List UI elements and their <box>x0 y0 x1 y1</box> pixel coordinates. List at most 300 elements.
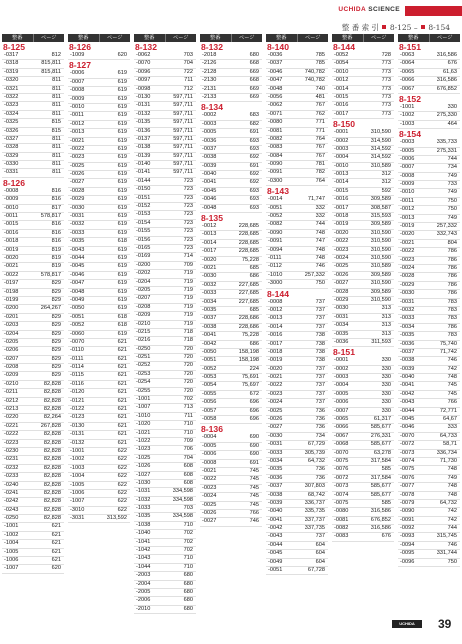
section-label: 8-144 <box>333 42 355 52</box>
index-row <box>332 500 394 508</box>
index-row <box>200 257 262 265</box>
index-row <box>266 349 328 357</box>
index-row <box>68 473 130 481</box>
item-page: 334,598 <box>172 488 193 495</box>
index-row <box>398 307 460 315</box>
index-row <box>2 398 64 406</box>
item-page: 227,685 <box>238 281 259 288</box>
item-code: -0019 <box>334 221 349 228</box>
item-page: 685 <box>249 264 259 271</box>
item-code: -0140 <box>136 161 151 168</box>
index-row <box>398 215 460 223</box>
index-row <box>134 488 196 496</box>
index-row <box>2 280 64 288</box>
item-code: -0036 <box>400 340 415 347</box>
item-code: -1040 <box>136 530 151 537</box>
item-code: -0021 <box>70 137 85 144</box>
index-row <box>68 322 130 330</box>
item-page: 829 <box>51 364 61 371</box>
item-page: 736 <box>315 424 325 431</box>
item-code: -0021 <box>400 239 415 246</box>
item-code: -0019 <box>268 357 283 364</box>
item-page: 619 <box>117 162 127 169</box>
item-code: -0046 <box>268 68 283 75</box>
item-page: 619 <box>117 254 127 261</box>
item-page: 82,828 <box>43 473 61 480</box>
item-page: 744 <box>315 221 325 228</box>
item-page: 709 <box>183 437 193 444</box>
item-code: -0317 <box>4 52 19 58</box>
item-page: 619 <box>117 154 127 161</box>
item-code: -0254 <box>136 379 151 386</box>
index-row <box>68 79 130 87</box>
item-code: -0327 <box>4 135 19 142</box>
item-page: 330 <box>381 382 391 389</box>
index-row <box>266 441 328 449</box>
item-page: 737 <box>315 298 325 305</box>
item-code: -0013 <box>70 129 85 136</box>
index-row <box>2 523 64 531</box>
item-page: 330 <box>381 374 391 381</box>
index-column <box>2 34 64 614</box>
index-row <box>266 424 328 432</box>
item-page: 693 <box>249 145 259 152</box>
item-page: 773 <box>381 68 391 75</box>
item-page: 748 <box>447 466 457 473</box>
item-code: -0034 <box>334 322 349 329</box>
index-row <box>332 314 394 322</box>
item-code: -0092 <box>400 525 415 532</box>
item-code: -0008 <box>202 459 217 466</box>
item-code: -0071 <box>268 110 283 117</box>
item-page: 82,828 <box>43 515 61 522</box>
item-code: -1002 <box>400 112 415 119</box>
item-code: -0019 <box>400 223 415 230</box>
item-code: -0045 <box>400 416 415 423</box>
item-page: 764 <box>315 177 325 184</box>
index-row <box>68 196 130 204</box>
item-code: -0130 <box>136 93 151 100</box>
item-page: 82,828 <box>43 406 61 413</box>
item-page: 767 <box>315 102 325 109</box>
item-code: -0054 <box>202 382 217 389</box>
item-code: -0209 <box>136 312 151 319</box>
index-row <box>200 382 262 390</box>
item-code: -0022 <box>400 248 415 255</box>
item-code: -0023 <box>202 484 217 491</box>
index-row <box>266 500 328 508</box>
item-page: 621 <box>117 372 127 379</box>
index-row <box>398 357 460 365</box>
item-page: 619 <box>117 129 127 136</box>
item-code: -0051 <box>70 313 85 320</box>
item-code: -0075 <box>334 457 349 464</box>
brand-text: UCHIDA SCIENCE <box>338 6 400 13</box>
item-code: -0025 <box>268 407 283 414</box>
item-page: 619 <box>117 263 127 270</box>
index-row <box>68 188 130 196</box>
item-code: -0008 <box>268 298 283 305</box>
index-row <box>266 559 328 567</box>
index-row <box>68 347 130 355</box>
item-page: 621 <box>117 397 127 404</box>
index-row <box>2 331 64 339</box>
index-row <box>200 273 262 281</box>
item-page: 314,590 <box>370 137 391 144</box>
item-code: -0197 <box>4 280 19 287</box>
index-row <box>68 205 130 213</box>
item-page: 736 <box>315 466 325 473</box>
item-code: -0070 <box>334 449 349 456</box>
item-page: 829 <box>51 313 61 320</box>
item-page: 829 <box>51 338 61 345</box>
item-code: -2133 <box>202 93 217 100</box>
index-row <box>2 94 64 102</box>
header-code: 整番 <box>210 35 221 41</box>
index-row <box>332 138 394 146</box>
item-page: 317,584 <box>370 474 391 481</box>
section-label: 8-135 <box>201 213 223 224</box>
item-code: -0026 <box>268 416 283 423</box>
item-code: -0032 <box>70 221 85 228</box>
index-row <box>134 413 196 421</box>
item-page: 618 <box>117 313 127 320</box>
item-code: -1007 <box>136 404 151 411</box>
index-row <box>68 179 130 187</box>
item-code: -2005 <box>136 589 151 595</box>
index-row <box>134 111 196 119</box>
section-label: 8-132 <box>201 42 223 52</box>
item-page: 829 <box>51 372 61 379</box>
index-row <box>398 86 460 94</box>
index-row <box>266 567 328 575</box>
item-code: -0051 <box>268 567 283 574</box>
item-page: 608 <box>183 471 193 478</box>
item-code: -0010 <box>70 103 85 110</box>
index-row <box>398 483 460 491</box>
index-row <box>200 290 262 298</box>
item-code: -0052 <box>202 365 217 372</box>
index-row <box>266 399 328 407</box>
index-row <box>398 198 460 206</box>
item-code: -0155 <box>136 228 151 235</box>
item-code: -0012 <box>400 206 415 213</box>
index-row <box>134 77 196 85</box>
item-code: -0058 <box>202 416 217 423</box>
item-code: -0037 <box>268 483 283 490</box>
item-page: 82,828 <box>43 439 61 446</box>
item-code: -0231 <box>4 456 19 463</box>
item-code: -0070 <box>400 432 415 439</box>
index-row <box>332 213 394 221</box>
index-row <box>68 372 130 380</box>
index-row <box>398 508 460 516</box>
item-page: 267,828 <box>40 422 61 429</box>
item-code: -0321 <box>4 85 19 92</box>
item-code: -0153 <box>136 211 151 218</box>
section-label: 8-136 <box>201 424 223 435</box>
item-page: 811 <box>52 135 61 142</box>
index-row <box>200 231 262 239</box>
item-code: -1044 <box>136 563 151 570</box>
item-code: -0150 <box>136 186 151 193</box>
item-code: -0043 <box>268 533 283 540</box>
item-code: -0062 <box>136 52 151 58</box>
item-page: 330 <box>381 399 391 406</box>
item-page: 737 <box>315 306 325 313</box>
item-page: 746 <box>315 263 325 270</box>
index-row <box>200 86 262 94</box>
index-row <box>332 272 394 280</box>
item-code: -0330 <box>4 161 19 168</box>
item-page: 82,828 <box>43 431 61 438</box>
item-page: 332 <box>315 213 325 220</box>
index-row <box>266 433 328 441</box>
item-code: -0026 <box>334 271 349 278</box>
item-code: -0110 <box>70 347 84 354</box>
index-row <box>200 476 262 484</box>
item-page: 744 <box>447 525 457 532</box>
item-page: 745 <box>249 476 259 483</box>
item-page: 82,828 <box>43 498 61 505</box>
index-row <box>134 530 196 538</box>
item-code: -0004 <box>334 154 349 161</box>
item-code: -0250 <box>136 345 151 352</box>
index-row <box>200 341 262 349</box>
item-page: 61,317 <box>373 416 391 423</box>
item-code: -1022 <box>136 437 151 444</box>
index-row <box>398 173 460 181</box>
item-code: -2010 <box>136 605 151 612</box>
item-code: -0031 <box>400 298 415 305</box>
item-code: -0066 <box>334 424 349 431</box>
index-row <box>332 230 394 238</box>
item-page: 781 <box>315 161 325 168</box>
item-page: 619 <box>117 229 127 236</box>
index-row <box>134 279 196 287</box>
item-page: 767 <box>315 152 325 159</box>
index-row <box>2 440 64 448</box>
item-page: 783 <box>447 332 457 339</box>
item-page: 330 <box>447 103 457 110</box>
index-row <box>2 498 64 506</box>
index-row <box>332 129 394 137</box>
item-code: -0051 <box>202 357 217 364</box>
item-code: -0037 <box>268 60 283 67</box>
index-row <box>134 270 196 278</box>
item-page: 704 <box>183 454 193 461</box>
index-row <box>332 154 394 162</box>
index-row <box>2 406 64 414</box>
item-page: 75,228 <box>241 332 259 339</box>
item-page: 719 <box>183 303 193 310</box>
item-code: -0002 <box>202 112 217 119</box>
index-row <box>332 255 394 263</box>
item-page: 811 <box>52 93 61 100</box>
item-code: -0326 <box>4 127 19 134</box>
index-row <box>266 205 328 213</box>
item-page: 597,711 <box>173 119 193 126</box>
item-page: 728 <box>381 52 391 58</box>
item-code: -0017 <box>202 248 217 255</box>
item-page: 622 <box>117 498 127 505</box>
index-row <box>134 304 196 312</box>
index-row <box>134 522 196 530</box>
item-page: 710 <box>183 563 193 570</box>
index-row <box>398 466 460 474</box>
item-page: 82,828 <box>43 456 61 463</box>
item-code: -0081 <box>334 516 349 523</box>
item-page: 734 <box>315 432 325 439</box>
item-page: 621 <box>51 557 61 564</box>
item-code: -0230 <box>4 447 19 454</box>
index-row <box>2 188 64 196</box>
item-page: 82,828 <box>43 464 61 471</box>
item-code: -0048 <box>202 204 217 211</box>
index-row <box>200 332 262 340</box>
index-row <box>68 146 130 154</box>
index-row <box>332 247 394 255</box>
index-row <box>398 265 460 273</box>
item-page: 742 <box>447 516 457 523</box>
item-page: 829 <box>51 355 61 362</box>
index-row <box>266 69 328 77</box>
item-page: 829 <box>51 280 61 287</box>
index-row <box>266 483 328 491</box>
accent-bar <box>405 6 462 16</box>
item-page: 680 <box>183 605 193 612</box>
index-row <box>266 492 328 500</box>
item-page: 710 <box>183 429 193 436</box>
index-row <box>266 247 328 255</box>
index-row <box>200 374 262 382</box>
index-row <box>266 391 328 399</box>
item-page: 310,590 <box>370 229 391 236</box>
index-row <box>68 490 130 498</box>
index-range: 整 番 索 引 8-125 – 8-154 <box>341 23 450 32</box>
index-row <box>2 557 64 565</box>
item-code: -0016 <box>334 102 349 109</box>
item-page: 618 <box>117 322 127 329</box>
header-page: ページ <box>33 34 65 42</box>
item-page: 669 <box>249 68 259 75</box>
item-code: -0054 <box>334 60 349 67</box>
item-code: -0056 <box>202 399 217 406</box>
item-code: -0001 <box>334 129 349 136</box>
item-page: 668 <box>249 60 259 67</box>
index-row <box>134 346 196 354</box>
section-label: 8-143 <box>267 186 289 197</box>
item-page: 745 <box>249 484 259 491</box>
item-page: 619 <box>117 288 127 295</box>
index-row <box>200 282 262 290</box>
item-code: -0075 <box>400 466 415 473</box>
item-code: -0022 <box>202 476 217 483</box>
item-code: -1033 <box>136 505 151 512</box>
index-row <box>200 434 262 442</box>
item-code: -0255 <box>136 387 151 394</box>
item-code: -0022 <box>334 238 349 245</box>
item-code: -0020 <box>334 229 349 236</box>
item-code: -0250 <box>4 515 19 522</box>
index-row <box>200 77 262 85</box>
item-page: 67,728 <box>307 567 325 574</box>
index-row <box>398 542 460 550</box>
item-page: 723 <box>183 228 193 235</box>
index-row <box>200 240 262 248</box>
item-page: 737 <box>315 390 325 397</box>
index-row <box>68 431 130 439</box>
item-page: 337,735 <box>304 525 325 532</box>
index-row <box>266 450 328 458</box>
item-page: 692 <box>249 179 259 186</box>
item-page: 316,586 <box>370 525 391 532</box>
item-code: -1002 <box>4 531 19 538</box>
index-row <box>134 203 196 211</box>
item-code: -0040 <box>400 374 415 381</box>
item-page: 748 <box>447 491 457 498</box>
item-code: -0007 <box>334 407 349 414</box>
item-code: -0035 <box>70 238 85 245</box>
item-code: -1004 <box>4 540 19 547</box>
index-row <box>398 299 460 307</box>
item-code: -0015 <box>334 93 349 100</box>
index-row <box>398 104 460 112</box>
index-row <box>68 389 130 397</box>
index-row <box>200 485 262 493</box>
index-row <box>200 510 262 518</box>
index-row <box>134 94 196 102</box>
index-row <box>398 139 460 147</box>
index-row <box>266 458 328 466</box>
item-page: 312 <box>381 171 391 178</box>
item-page: 816 <box>51 221 61 228</box>
item-code: -2126 <box>202 60 217 67</box>
index-row <box>134 404 196 412</box>
index-row <box>398 248 460 256</box>
item-code: -0049 <box>268 558 283 565</box>
item-page: 622 <box>117 447 127 454</box>
item-code: -0063 <box>400 52 415 58</box>
index-row <box>134 321 196 329</box>
item-page: 316,586 <box>436 77 457 84</box>
item-page: 228,686 <box>238 315 259 322</box>
item-page: 619 <box>117 296 127 303</box>
index-row <box>332 382 394 390</box>
index-row <box>200 121 262 129</box>
item-code: -2018 <box>202 52 217 58</box>
item-code: -0035 <box>334 330 349 337</box>
index-row <box>200 349 262 357</box>
index-row <box>200 138 262 146</box>
item-code: -0022 <box>4 271 19 278</box>
item-code: -0072 <box>400 441 415 448</box>
index-row <box>2 263 64 271</box>
index-row <box>68 440 130 448</box>
item-code: -0006 <box>202 451 217 458</box>
item-code: -1004 <box>70 473 85 480</box>
item-code: -0074 <box>400 457 415 464</box>
index-column <box>332 34 394 614</box>
index-row <box>332 339 394 347</box>
item-code: -0056 <box>268 93 283 100</box>
item-page: 82,828 <box>43 447 61 454</box>
item-page: 748 <box>315 246 325 253</box>
index-row <box>134 153 196 161</box>
item-page: 619 <box>117 87 127 94</box>
page-number: 39 <box>438 617 452 631</box>
item-code: -0033 <box>268 449 283 456</box>
